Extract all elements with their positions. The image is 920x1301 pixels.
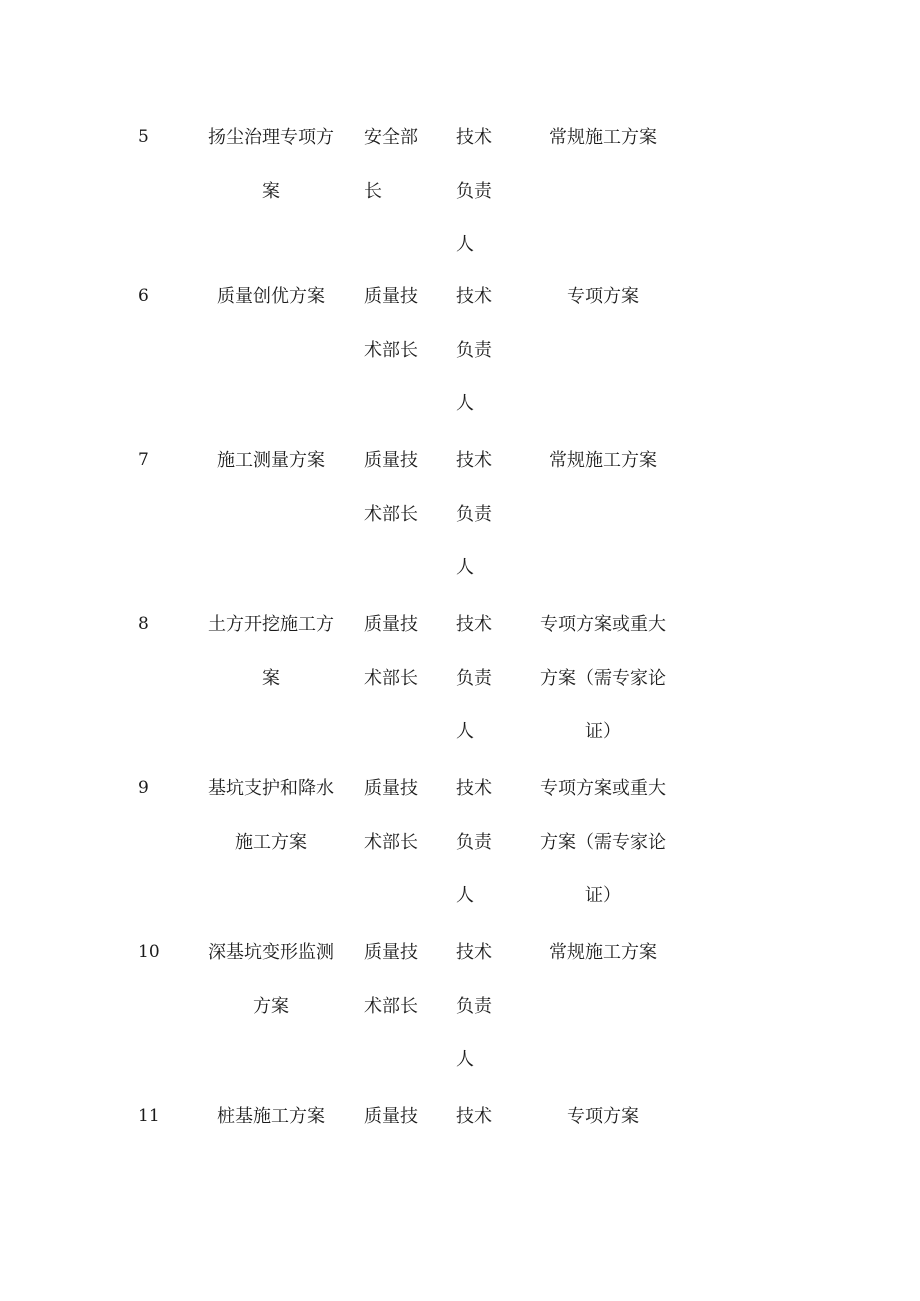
approver-line: 技术: [456, 942, 492, 963]
approver-line: 人: [456, 885, 474, 906]
approver-line: 负责: [456, 180, 492, 202]
plan-type-line: 专项方案: [567, 286, 639, 307]
row-number: 8: [138, 614, 149, 634]
plan-name-line: 方案: [253, 995, 289, 1017]
approver: [456, 270, 500, 431]
preparer: [364, 111, 426, 218]
plan-name-line: 深基坑变形监测: [208, 942, 334, 963]
plan-name-line: 施工方案: [235, 831, 307, 853]
approver-line: 技术: [456, 286, 492, 307]
plan-name: [200, 111, 342, 218]
preparer: [364, 270, 426, 377]
preparer: [364, 434, 426, 541]
approver-line: 人: [456, 721, 474, 742]
plan-name-line: 施工测量方案: [217, 450, 325, 471]
approver-line: 人: [456, 557, 474, 578]
approver-line: 技术: [456, 450, 492, 471]
plan-type: [532, 111, 674, 165]
approver-line: 人: [456, 1049, 474, 1070]
approver-line: 负责: [456, 339, 492, 361]
plan-name: [200, 598, 342, 705]
plan-name-line: 桩基施工方案: [217, 1106, 325, 1127]
approver-line: 技术: [456, 1106, 492, 1127]
approver-line: 负责: [456, 995, 492, 1017]
plan-type-line: 方案（需专家论: [540, 831, 666, 853]
preparer-line: 质量技: [364, 614, 418, 635]
preparer-line: 长: [364, 180, 382, 202]
plan-name: [200, 762, 342, 869]
preparer-line: 质量技: [364, 1106, 418, 1127]
plan-type-line: 专项方案: [567, 1106, 639, 1127]
approver: [456, 926, 500, 1087]
plan-type-line: 专项方案或重大: [540, 614, 666, 635]
preparer-line: 术部长: [364, 995, 418, 1017]
preparer-line: 质量技: [364, 942, 418, 963]
preparer: [364, 1090, 426, 1144]
plan-type: [532, 762, 674, 923]
approver: [456, 434, 500, 595]
preparer-line: 质量技: [364, 286, 418, 307]
approver-line: 技术: [456, 778, 492, 799]
preparer-line: 术部长: [364, 503, 418, 525]
plan-name-line: 土方开挖施工方: [208, 614, 334, 635]
plan-type-line: 常规施工方案: [549, 942, 657, 963]
approver-line: 负责: [456, 667, 492, 689]
plan-name-line: 质量创优方案: [217, 286, 325, 307]
preparer-line: 质量技: [364, 778, 418, 799]
approver-line: 人: [456, 234, 474, 255]
approver: [456, 762, 500, 923]
approver: [456, 1090, 500, 1144]
preparer-line: 术部长: [364, 831, 418, 853]
plan-type: [532, 926, 674, 980]
plan-type-line: 常规施工方案: [549, 450, 657, 471]
preparer: [364, 598, 426, 705]
plan-type-line: 常规施工方案: [549, 127, 657, 148]
row-number: 10: [138, 942, 160, 962]
plan-type: [532, 598, 674, 759]
approver-line: 人: [456, 393, 474, 414]
row-number: 5: [138, 127, 149, 147]
plan-type: [532, 1090, 674, 1144]
row-number: 6: [138, 286, 149, 306]
row-number: 7: [138, 450, 149, 470]
preparer: [364, 762, 426, 869]
approver-line: 负责: [456, 503, 492, 525]
plan-type: [532, 270, 674, 324]
preparer: [364, 926, 426, 1033]
preparer-line: 安全部: [364, 127, 418, 148]
plan-name: [200, 1090, 342, 1144]
plan-name: [200, 926, 342, 1033]
plan-type-line: 方案（需专家论: [540, 667, 666, 689]
plan-name: [200, 434, 342, 488]
preparer-line: 术部长: [364, 339, 418, 361]
approver-line: 技术: [456, 614, 492, 635]
plan-name-line: 扬尘治理专项方: [208, 127, 334, 148]
row-number: 11: [138, 1106, 160, 1126]
plan-type-line: 专项方案或重大: [540, 778, 666, 799]
approver-line: 技术: [456, 127, 492, 148]
plan-type: [532, 434, 674, 488]
plan-name-line: 案: [262, 667, 280, 689]
approver: [456, 598, 500, 759]
plan-type-line: 证）: [585, 721, 621, 742]
row-number: 9: [138, 778, 149, 798]
approver-line: 负责: [456, 831, 492, 853]
preparer-line: 术部长: [364, 667, 418, 689]
approver: [456, 111, 500, 272]
plan-type-line: 证）: [585, 885, 621, 906]
preparer-line: 质量技: [364, 450, 418, 471]
plan-name: [200, 270, 342, 324]
plan-name-line: 案: [262, 180, 280, 202]
plan-name-line: 基坑支护和降水: [208, 778, 334, 799]
